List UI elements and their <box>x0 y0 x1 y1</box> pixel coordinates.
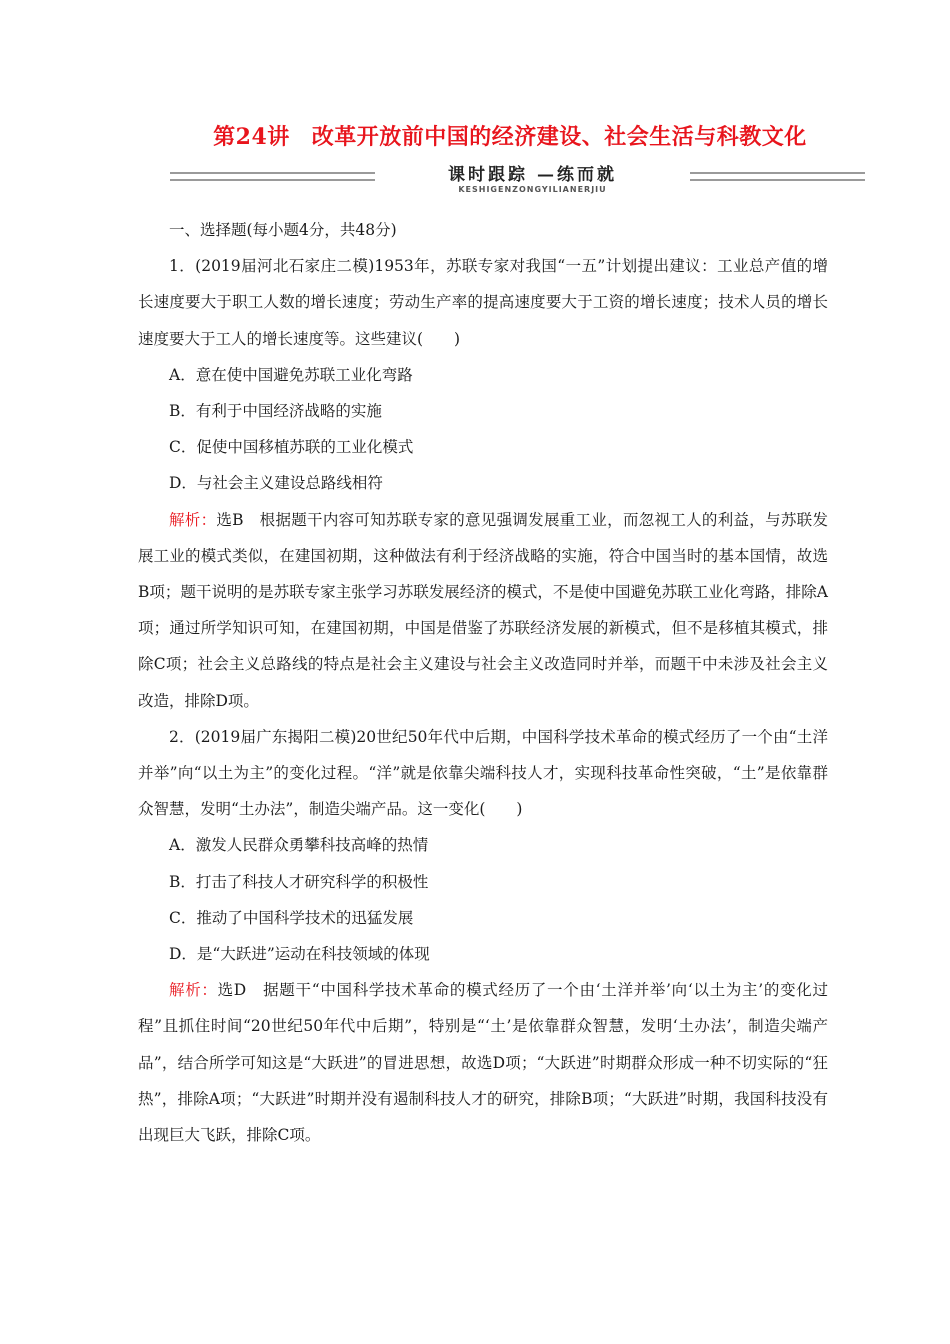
question-2-option-b: B．打击了科技人才研究科学的积极性 <box>169 872 429 891</box>
section-heading: 一、选择题(每小题4分，共48分) <box>169 221 397 239</box>
section-banner <box>170 158 865 202</box>
question-1-option-a: A．意在使中国避免苏联工业化弯路 <box>169 365 413 384</box>
banner-cn-text: 课时跟踪 —练而就 <box>448 165 617 185</box>
question-1-option-c: C．促使中国移植苏联的工业化模式 <box>169 438 414 457</box>
lesson-number: 第24讲 <box>213 124 290 150</box>
question-2-option-c: C．推动了中国科学技术的迅猛发展 <box>169 908 414 927</box>
page-title <box>0 120 950 151</box>
question-2-stem: 2．(2019届广东揭阳二模)20世纪50年代中后期，中国科学技术革命的模式经历了一个由“土洋并举”向“以土为主”的变化过程。“洋”就是依靠尖端科技人才，实现科技革命性突破，“土”是依靠群众智慧，发明“土办法”，制造尖端产品。这一变化( ) <box>138 727 828 819</box>
lesson-topic: 改革开放前中国的经济建设、社会生活与科教文化 <box>311 124 807 150</box>
question-1-option-b: B．有利于中国经济战略的实施 <box>169 402 382 421</box>
document-body <box>138 212 828 1153</box>
analysis-label: 解析： <box>169 981 218 1000</box>
question-2-analysis <box>138 972 828 1153</box>
banner-en-text: KESHIGENZONGYILIANERJIU <box>458 185 607 194</box>
question-1-option-d: D．与社会主义建设总路线相符 <box>169 474 383 493</box>
question-1-stem: 1．(2019届河北石家庄二模)1953年，苏联专家对我国“一五”计划提出建议：工业总产值的增长速度要大于职工人数的增长速度；劳动生产率的提高速度要大于工资的增长速度；技术人员的增长速度要大于工人的增长速度等。这些建议( ) <box>138 257 828 348</box>
question-2-option-d: D．是“大跃进”运动在科技领域的体现 <box>169 945 430 964</box>
analysis-text: 选B 根据题干内容可知苏联专家的意见强调发展重工业，而忽视工人的利益，与苏联发展工业的模式类似，在建国初期，这种做法有利于经济战略的实施，符合中国当时的基本国情，故选B项；题干说明的是苏联专家主张学习苏联发展经济的模式，不是使中国避免苏联工业化弯路，排除A项；通过所学知识可知，在建国初期，中国是借鉴了苏联经济发展的新模式，但不是移植其模式，排除C项；社会主义总路线的特点是社会主义建设与社会主义改造同时并举，而题干中未涉及社会主义改造，排除D项。 <box>138 510 828 710</box>
question-1-analysis <box>138 502 828 719</box>
banner-label <box>375 158 690 194</box>
analysis-label: 解析： <box>169 510 217 529</box>
question-2-option-a: A．激发人民群众勇攀科技高峰的热情 <box>169 836 429 855</box>
analysis-text: 选D 据题干“中国科学技术革命的模式经历了一个由‘土洋并举’向‘以土为主’的变化过程”且抓住时间“20世纪50年代中后期”，特别是“‘土’是依靠群众智慧，发明‘土办法’，制造尖端产品”，结合所学可知这是“大跃进”的冒进思想，故选D项；“大跃进”时期群众形成一种不切实际的“狂热”，排除A项；“大跃进”时期并没有遏制科技人才的研究，排除B项；“大跃进”时期，我国科技没有出现巨大飞跃，排除C项。 <box>138 981 828 1145</box>
